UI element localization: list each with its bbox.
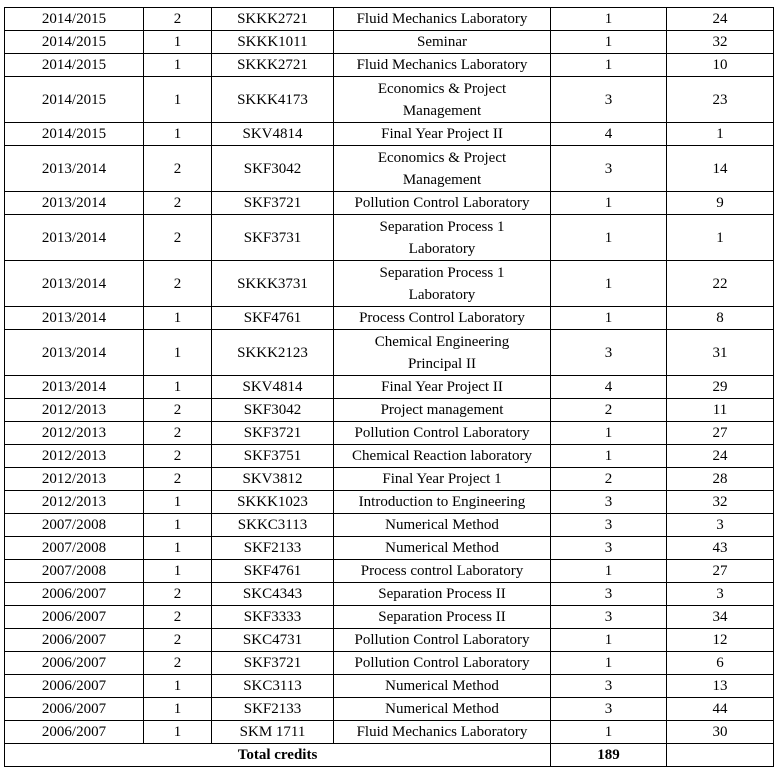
- session-cell: 2012/2013: [5, 445, 144, 468]
- table-row: [5, 399, 774, 422]
- course-code-cell: SKF2133: [212, 537, 334, 560]
- course-name-cell: Numerical Method: [334, 675, 551, 698]
- course-code-cell: SKF3751: [212, 445, 334, 468]
- course-code-cell: SKF3042: [212, 146, 334, 192]
- course-name-cell: Separation Process II: [334, 606, 551, 629]
- course-code-cell: SKKK3731: [212, 261, 334, 307]
- count-cell: 6: [667, 652, 774, 675]
- count-cell: 28: [667, 468, 774, 491]
- total-credits-label: Total credits: [5, 744, 551, 767]
- semester-cell: 2: [144, 192, 212, 215]
- semester-cell: 2: [144, 399, 212, 422]
- course-code-cell: SKC3113: [212, 675, 334, 698]
- session-cell: 2014/2015: [5, 31, 144, 54]
- table-row: [5, 514, 774, 537]
- semester-cell: 2: [144, 261, 212, 307]
- semester-cell: 2: [144, 652, 212, 675]
- course-name-cell: Process Control Laboratory: [334, 307, 551, 330]
- course-code-cell: SKC4731: [212, 629, 334, 652]
- session-cell: 2012/2013: [5, 491, 144, 514]
- session-cell: 2012/2013: [5, 468, 144, 491]
- course-name-cell: Numerical Method: [334, 514, 551, 537]
- course-name-cell: Numerical Method: [334, 698, 551, 721]
- session-cell: 2014/2015: [5, 123, 144, 146]
- course-name-cell: Pollution Control Laboratory: [334, 422, 551, 445]
- session-cell: 2006/2007: [5, 652, 144, 675]
- count-cell: 32: [667, 31, 774, 54]
- session-cell: 2013/2014: [5, 307, 144, 330]
- session-cell: 2014/2015: [5, 77, 144, 123]
- session-cell: 2013/2014: [5, 215, 144, 261]
- credits-cell: 3: [551, 675, 667, 698]
- session-cell: 2014/2015: [5, 54, 144, 77]
- table-row: [5, 77, 774, 123]
- session-cell: 2012/2013: [5, 399, 144, 422]
- course-name-cell: Project management: [334, 399, 551, 422]
- count-cell: 1: [667, 215, 774, 261]
- course-code-cell: SKF3042: [212, 399, 334, 422]
- semester-cell: 1: [144, 77, 212, 123]
- table-row: [5, 422, 774, 445]
- course-code-cell: SKV4814: [212, 123, 334, 146]
- course-name-cell: Economics & Project Management: [334, 146, 551, 192]
- course-code-cell: SKKK2123: [212, 330, 334, 376]
- semester-cell: 2: [144, 8, 212, 31]
- course-code-cell: SKKC3113: [212, 514, 334, 537]
- session-cell: 2006/2007: [5, 629, 144, 652]
- table-row: [5, 537, 774, 560]
- semester-cell: 1: [144, 123, 212, 146]
- count-cell: 27: [667, 422, 774, 445]
- session-cell: 2012/2013: [5, 422, 144, 445]
- count-cell: 24: [667, 8, 774, 31]
- table-row: [5, 468, 774, 491]
- table-row: [5, 54, 774, 77]
- count-cell: 1: [667, 123, 774, 146]
- course-code-cell: SKKK2721: [212, 54, 334, 77]
- table-row: [5, 583, 774, 606]
- semester-cell: 1: [144, 307, 212, 330]
- semester-cell: 1: [144, 376, 212, 399]
- credits-cell: 1: [551, 629, 667, 652]
- table-body: [5, 8, 774, 767]
- credits-cell: 1: [551, 261, 667, 307]
- table-row: [5, 192, 774, 215]
- course-code-cell: SKF3721: [212, 192, 334, 215]
- session-cell: 2013/2014: [5, 192, 144, 215]
- table-row: [5, 560, 774, 583]
- semester-cell: 2: [144, 146, 212, 192]
- total-row: [5, 744, 774, 767]
- session-cell: 2006/2007: [5, 721, 144, 744]
- credits-cell: 3: [551, 146, 667, 192]
- semester-cell: 1: [144, 721, 212, 744]
- session-cell: 2007/2008: [5, 514, 144, 537]
- table-row: [5, 307, 774, 330]
- semester-cell: 1: [144, 330, 212, 376]
- session-cell: 2014/2015: [5, 8, 144, 31]
- credits-cell: 1: [551, 721, 667, 744]
- course-name-cell: Fluid Mechanics Laboratory: [334, 8, 551, 31]
- count-cell: 14: [667, 146, 774, 192]
- table-row: [5, 721, 774, 744]
- credits-cell: 3: [551, 698, 667, 721]
- course-code-cell: SKF2133: [212, 698, 334, 721]
- course-code-cell: SKF3333: [212, 606, 334, 629]
- course-name-cell: Pollution Control Laboratory: [334, 192, 551, 215]
- session-cell: 2013/2014: [5, 261, 144, 307]
- total-credits-value: 189: [551, 744, 667, 767]
- course-name-cell: Separation Process II: [334, 583, 551, 606]
- session-cell: 2006/2007: [5, 606, 144, 629]
- credits-cell: 1: [551, 8, 667, 31]
- course-code-cell: SKF4761: [212, 560, 334, 583]
- table-row: [5, 445, 774, 468]
- session-cell: 2006/2007: [5, 583, 144, 606]
- credits-cell: 2: [551, 468, 667, 491]
- count-cell: 8: [667, 307, 774, 330]
- table-row: [5, 261, 774, 307]
- course-code-cell: SKC4343: [212, 583, 334, 606]
- semester-cell: 2: [144, 422, 212, 445]
- credits-cell: 1: [551, 652, 667, 675]
- course-name-cell: Separation Process 1 Laboratory: [334, 215, 551, 261]
- course-name-cell: Pollution Control Laboratory: [334, 629, 551, 652]
- semester-cell: 2: [144, 445, 212, 468]
- course-code-cell: SKF3731: [212, 215, 334, 261]
- count-cell: 23: [667, 77, 774, 123]
- course-code-cell: SKF4761: [212, 307, 334, 330]
- semester-cell: 1: [144, 560, 212, 583]
- session-cell: 2006/2007: [5, 698, 144, 721]
- semester-cell: 2: [144, 468, 212, 491]
- course-name-cell: Chemical Reaction laboratory: [334, 445, 551, 468]
- count-cell: 9: [667, 192, 774, 215]
- course-code-cell: SKF3721: [212, 652, 334, 675]
- session-cell: 2007/2008: [5, 560, 144, 583]
- credits-cell: 3: [551, 583, 667, 606]
- credits-cell: 3: [551, 491, 667, 514]
- count-cell: 32: [667, 491, 774, 514]
- semester-cell: 1: [144, 491, 212, 514]
- course-name-cell: Final Year Project 1: [334, 468, 551, 491]
- semester-cell: 2: [144, 583, 212, 606]
- count-cell: 11: [667, 399, 774, 422]
- course-name-cell: Seminar: [334, 31, 551, 54]
- count-cell: 22: [667, 261, 774, 307]
- course-name-cell: Fluid Mechanics Laboratory: [334, 721, 551, 744]
- table-row: [5, 8, 774, 31]
- credits-cell: 1: [551, 31, 667, 54]
- count-cell: 27: [667, 560, 774, 583]
- course-name-cell: Pollution Control Laboratory: [334, 652, 551, 675]
- credits-cell: 1: [551, 445, 667, 468]
- semester-cell: 2: [144, 215, 212, 261]
- table-row: [5, 606, 774, 629]
- count-cell: 13: [667, 675, 774, 698]
- course-code-cell: SKV3812: [212, 468, 334, 491]
- credits-cell: 3: [551, 330, 667, 376]
- table-row: [5, 376, 774, 399]
- credits-cell: 2: [551, 399, 667, 422]
- count-cell: 34: [667, 606, 774, 629]
- count-cell: 3: [667, 583, 774, 606]
- credits-cell: 3: [551, 537, 667, 560]
- table-row: [5, 675, 774, 698]
- semester-cell: 2: [144, 629, 212, 652]
- course-code-cell: SKKK4173: [212, 77, 334, 123]
- credits-cell: 3: [551, 606, 667, 629]
- count-cell: 29: [667, 376, 774, 399]
- course-code-cell: SKF3721: [212, 422, 334, 445]
- course-code-cell: SKKK2721: [212, 8, 334, 31]
- course-name-cell: Separation Process 1 Laboratory: [334, 261, 551, 307]
- credits-cell: 3: [551, 514, 667, 537]
- credits-cell: 1: [551, 560, 667, 583]
- semester-cell: 1: [144, 54, 212, 77]
- course-code-cell: SKKK1011: [212, 31, 334, 54]
- course-code-cell: SKV4814: [212, 376, 334, 399]
- semester-cell: 1: [144, 514, 212, 537]
- semester-cell: 1: [144, 537, 212, 560]
- course-name-cell: Final Year Project II: [334, 376, 551, 399]
- table-row: [5, 123, 774, 146]
- semester-cell: 1: [144, 675, 212, 698]
- semester-cell: 2: [144, 606, 212, 629]
- course-name-cell: Chemical Engineering Principal II: [334, 330, 551, 376]
- credits-cell: 3: [551, 77, 667, 123]
- semester-cell: 1: [144, 31, 212, 54]
- credits-cell: 1: [551, 422, 667, 445]
- course-name-cell: Process control Laboratory: [334, 560, 551, 583]
- course-code-cell: SKKK1023: [212, 491, 334, 514]
- session-cell: 2013/2014: [5, 376, 144, 399]
- credits-cell: 1: [551, 192, 667, 215]
- table-row: [5, 698, 774, 721]
- semester-cell: 1: [144, 698, 212, 721]
- table-row: [5, 330, 774, 376]
- session-cell: 2007/2008: [5, 537, 144, 560]
- table-row: [5, 652, 774, 675]
- table-row: [5, 629, 774, 652]
- count-cell: 31: [667, 330, 774, 376]
- table-row: [5, 146, 774, 192]
- course-name-cell: Final Year Project II: [334, 123, 551, 146]
- total-empty-cell: [667, 744, 774, 767]
- count-cell: 12: [667, 629, 774, 652]
- credits-cell: 1: [551, 215, 667, 261]
- session-cell: 2013/2014: [5, 330, 144, 376]
- count-cell: 3: [667, 514, 774, 537]
- count-cell: 43: [667, 537, 774, 560]
- session-cell: 2013/2014: [5, 146, 144, 192]
- credits-cell: 4: [551, 376, 667, 399]
- course-name-cell: Introduction to Engineering: [334, 491, 551, 514]
- table-row: [5, 491, 774, 514]
- credits-table: [4, 7, 774, 767]
- count-cell: 30: [667, 721, 774, 744]
- course-name-cell: Numerical Method: [334, 537, 551, 560]
- count-cell: 10: [667, 54, 774, 77]
- credits-cell: 4: [551, 123, 667, 146]
- credits-cell: 1: [551, 307, 667, 330]
- count-cell: 24: [667, 445, 774, 468]
- credits-cell: 1: [551, 54, 667, 77]
- course-code-cell: SKM 1711: [212, 721, 334, 744]
- course-name-cell: Economics & Project Management: [334, 77, 551, 123]
- session-cell: 2006/2007: [5, 675, 144, 698]
- table-row: [5, 215, 774, 261]
- count-cell: 44: [667, 698, 774, 721]
- course-name-cell: Fluid Mechanics Laboratory: [334, 54, 551, 77]
- table-row: [5, 31, 774, 54]
